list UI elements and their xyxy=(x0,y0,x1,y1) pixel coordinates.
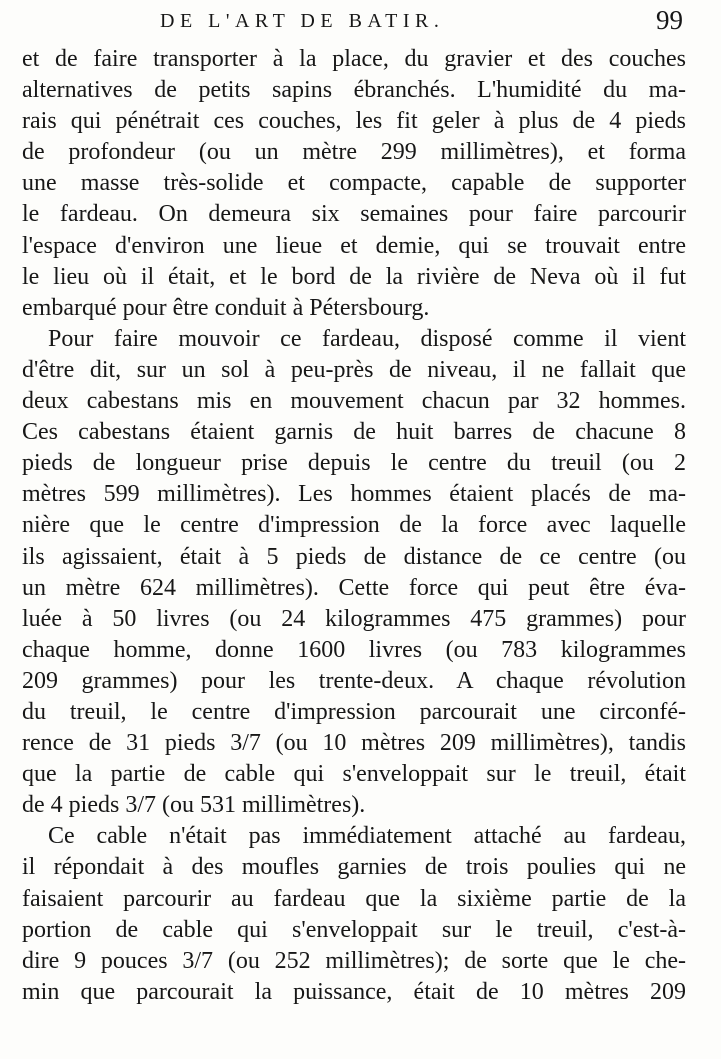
text-line: faisaient parcourir au fardeau que la sixième partie de la xyxy=(22,885,686,912)
text-line: un mètre 624 millimètres). Cette force qui peut être éva- xyxy=(22,574,686,601)
text-line: Ces cabestans étaient garnis de huit barres de chacune 8 xyxy=(22,419,686,446)
text-line: il répondait à des moufles garnies de trois poulies qui ne xyxy=(22,854,686,881)
text-line: chaque homme, donne 1600 livres (ou 783 kilogrammes xyxy=(22,636,686,663)
text-line: pieds de longueur prise depuis le centre du treuil (ou 2 xyxy=(22,450,686,477)
text-line: rais qui pénétrait ces couches, les fit geler à plus de 4 pieds xyxy=(22,108,686,135)
text-line: alternatives de petits sapins ébranchés. L'humidité du ma- xyxy=(22,77,686,104)
text-line: luée à 50 livres (ou 24 kilogrammes 475 grammes) pour xyxy=(22,605,686,632)
paragraph-cable xyxy=(22,821,686,1008)
text-line: ils agissaient, était à 5 pieds de distance de ce centre (ou xyxy=(22,543,686,570)
text-line: l'espace d'environ une lieue et demie, qui se trouvait entre xyxy=(22,232,686,259)
text-line: Pour faire mouvoir ce fardeau, disposé comme il vient xyxy=(48,325,686,352)
paragraph-cabestans xyxy=(22,324,686,822)
running-header xyxy=(0,6,721,36)
text-line: que la partie de cable qui s'enveloppait sur le treuil, était xyxy=(22,761,686,788)
text-line: du treuil, le centre d'impression parcourait une circonfé- xyxy=(22,698,686,725)
text-line: embarqué pour être conduit à Pétersbourg. xyxy=(22,294,430,321)
text-line: mètres 599 millimètres). Les hommes étaient placés de ma- xyxy=(22,481,686,508)
text-line: le fardeau. On demeura six semaines pour faire parcourir xyxy=(22,201,686,228)
text-line: d'être dit, sur un sol à peu-près de niveau, il ne fallait que xyxy=(22,356,686,383)
text-body xyxy=(22,44,686,1008)
text-line: de 4 pieds 3/7 (ou 531 millimètres). xyxy=(22,792,366,819)
text-line: le lieu où il était, et le bord de la rivière de Neva où il fut xyxy=(22,263,686,290)
text-line: min que parcourait la puissance, était de 10 mètres 209 xyxy=(22,978,686,1005)
paragraph-continued xyxy=(22,44,686,324)
page-number: 99 xyxy=(656,5,683,35)
text-line: Ce cable n'était pas immédiatement attaché au fardeau, xyxy=(48,823,686,850)
text-line: dire 9 pouces 3/7 (ou 252 millimètres); de sorte que le che- xyxy=(22,947,686,974)
text-line: nière que le centre d'impression de la force avec laquelle xyxy=(22,512,686,539)
running-title: DE L'ART DE BATIR. xyxy=(160,10,445,32)
text-line: deux cabestans mis en mouvement chacun par 32 hommes. xyxy=(22,388,686,415)
text-line: portion de cable qui s'enveloppait sur le treuil, c'est-à- xyxy=(22,916,686,943)
text-line: et de faire transporter à la place, du gravier et des couches xyxy=(22,46,686,72)
text-line: rence de 31 pieds 3/7 (ou 10 mètres 209 millimètres), tandis xyxy=(22,730,686,757)
text-line: une masse très-solide et compacte, capable de supporter xyxy=(22,170,686,197)
text-line: de profondeur (ou un mètre 299 millimètres), et forma xyxy=(22,139,686,166)
text-line: 209 grammes) pour les trente-deux. A chaque révolution xyxy=(22,667,686,694)
